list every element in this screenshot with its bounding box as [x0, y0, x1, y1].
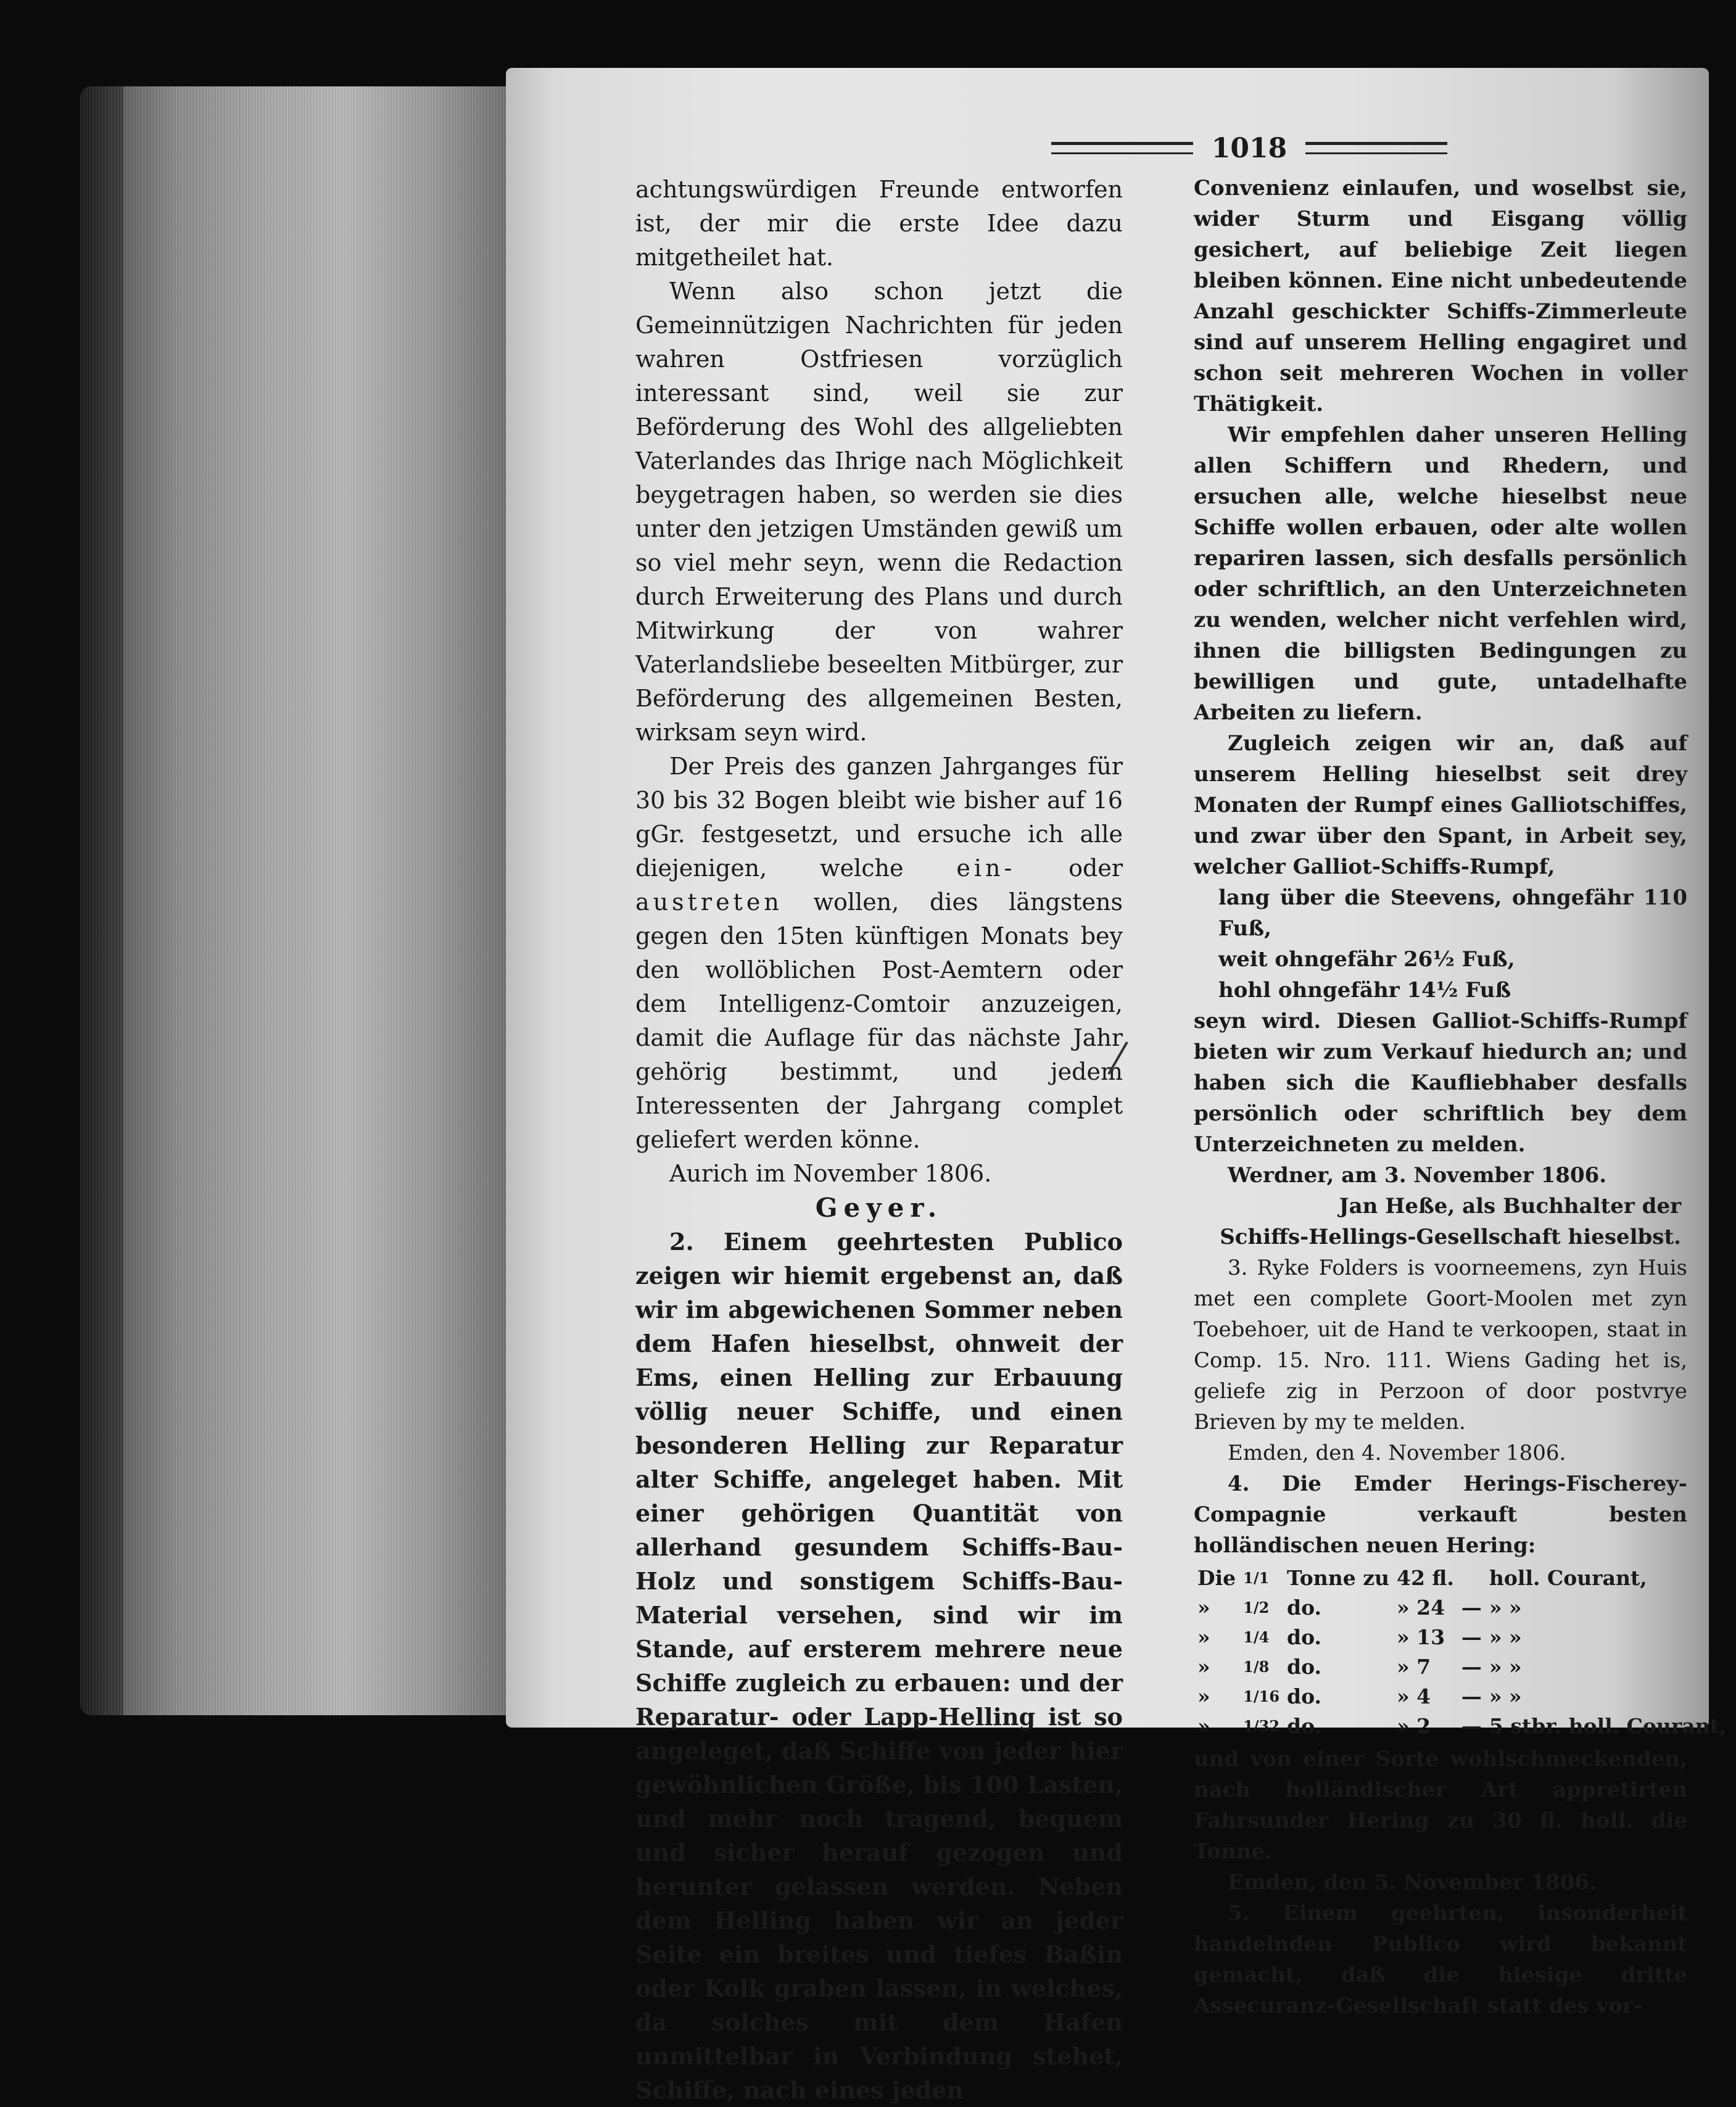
price-table: [1194, 1563, 1730, 1741]
price-cell-amount: » 24: [1397, 1596, 1445, 1620]
left-column: [635, 173, 1123, 2107]
notice-5: 5. Einem geehrten, insonderheit handelnden Publico wird bekannt gemacht, daß die hiesige dritte Assecuranz-Gesellschaft statt des vor-: [1194, 1901, 1687, 2018]
place-date: Werdner, am 3. November 1806.: [1228, 1163, 1607, 1188]
price-cell-lead: »: [1197, 1596, 1210, 1620]
price-row: [1194, 1563, 1730, 1593]
paragraph: Wir empfehlen daher unseren Helling allen Schiffern und Rhedern, und ersuchen alle, welche hieselbst neue Schiffe wollen erbauen, oder alte wollen repariren lassen, sich desfalls persönlich oder schriftlich, an den Unterzeichneten zu wenden, welcher nicht verfehlen wird, ihnen die billigsten Bedingungen zu bewilligen und gute, untadelhafte Arbeiten zu liefern.: [1194, 423, 1687, 725]
paragraph: Zugleich zeigen wir an, daß auf unserem Helling hieselbst seit drey Monaten der Rumpf eines Galliotschiffes, und zwar über den Spant, in Arbeit sey, welcher Galliot-Schiffs-Rumpf,: [1194, 731, 1687, 879]
price-cell-amount: 42 fl.: [1397, 1566, 1454, 1590]
paragraph: [635, 750, 1123, 1157]
dimension-line: hohl ohngefähr 14½ Fuß: [1218, 978, 1511, 1003]
book-page-edges: [80, 86, 524, 1715]
signature-line: Jan Heße, als Buchhalter der: [1339, 1194, 1681, 1219]
price-cell-lead: »: [1197, 1684, 1210, 1708]
running-head: [987, 133, 1511, 164]
price-cell-rest: holl. Courant,: [1489, 1566, 1647, 1590]
place-date: Emden, den 4. November 1806.: [1228, 1441, 1566, 1465]
price-cell-dash: —: [1461, 1625, 1482, 1649]
price-cell-lead: »: [1197, 1714, 1210, 1738]
emphasis-text: austreten: [635, 888, 783, 916]
price-cell-rest: » »: [1489, 1625, 1522, 1649]
price-cell-lead: »: [1197, 1625, 1210, 1649]
price-cell-rest: 5 stbr. holl. Courant,: [1489, 1714, 1727, 1738]
price-cell-rest: » »: [1489, 1596, 1522, 1620]
text-run: Der Preis des ganzen Jahrganges für 30 bis 32 Bogen bleibt wie bisher auf 16 gGr. festgesetzt, und ersuche ich alle diejenigen, welche: [635, 753, 1123, 882]
place-date: Aurich im November 1806.: [669, 1160, 992, 1187]
price-cell-frac: 1/2: [1243, 1599, 1270, 1616]
price-cell-amount: » 2: [1397, 1714, 1431, 1738]
price-cell-rest: » »: [1489, 1655, 1522, 1679]
paragraph: achtungswürdigen Freunde entworfen ist, der mir die erste Idee dazu mitgetheilet hat.: [635, 176, 1123, 271]
price-cell-unit: do.: [1287, 1655, 1322, 1679]
paragraph: und von einer Sorte wohlschmeckenden, nach holländischer Art appretirten Fahrsunder Hering zu 30 fl. holl. die Tonne.: [1194, 1747, 1687, 1864]
price-cell-lead: Die: [1197, 1566, 1236, 1590]
paragraph: seyn wird. Diesen Galliot-Schiffs-Rumpf bieten wir zum Verkauf hiedurch an; und haben sich die Kaufliebhaber desfalls persönlich oder schriftlich bey dem Unterzeichneten zu melden.: [1194, 1009, 1687, 1157]
price-cell-amount: » 13: [1397, 1625, 1445, 1649]
page-number: 1018: [1211, 132, 1288, 164]
price-cell-dash: [1458, 1563, 1486, 1593]
text-run: oder: [1068, 855, 1123, 882]
price-cell-dash: —: [1461, 1684, 1482, 1708]
header-rule-left: [1051, 142, 1193, 154]
price-cell-dash: —: [1461, 1596, 1482, 1620]
price-cell-frac: 1/16: [1243, 1687, 1280, 1705]
price-row: [1194, 1712, 1730, 1741]
paragraph: Convenienz einlaufen, und woselbst sie, wider Sturm und Eisgang völlig gesichert, auf beliebige Zeit liegen bleiben können. Eine nicht unbedeutende Anzahl geschickter Schiffs-Zimmerleute sind auf unserem Helling engagiret und schon seit mehreren Wochen in voller Thätigkeit.: [1194, 176, 1687, 416]
signature: Geyer.: [815, 1193, 943, 1223]
price-cell-frac: 1/8: [1243, 1658, 1270, 1676]
right-column: [1194, 173, 1727, 2021]
price-cell-unit: do.: [1287, 1684, 1322, 1708]
dimension-line: weit ohngefähr 26½ Fuß,: [1218, 947, 1515, 972]
paragraph: Wenn also schon jetzt die Gemeinnützigen Nachrichten für jeden wahren Ostfriesen vorzüglich interessant sind, weil sie zur Beförderung des Wohl des allgeliebten Vaterlandes das Ihrige nach Möglichkeit beygetragen haben, so werden sie dies unter den jetzigen Umständen gewiß um so viel mehr seyn, wenn die Redaction durch Erweiterung des Plans und durch Mitwirkung der von wahrer Vaterlandsliebe beseelten Mitbürger, zur Beförderung des allgemeinen Besten, wirksam seyn wird.: [635, 278, 1123, 746]
price-cell-amount: » 4: [1397, 1684, 1431, 1708]
price-cell-dash: —: [1461, 1714, 1482, 1738]
price-row: [1194, 1593, 1730, 1623]
price-cell-frac: 1/4: [1243, 1628, 1270, 1646]
dimension-line: lang über die Steevens, ohngefähr 110 Fuß,: [1218, 885, 1687, 941]
price-cell-frac: 1/1: [1243, 1569, 1270, 1587]
notice-4: 4. Die Emder Herings-Fischerey-Compagnie verkauft besten holländischen neuen Hering:: [1194, 1472, 1687, 1558]
header-rule-right: [1305, 142, 1447, 154]
price-cell-frac: 1/32: [1243, 1717, 1280, 1735]
price-cell-unit: do.: [1287, 1596, 1322, 1620]
place-date: Emden, den 5. November 1806.: [1228, 1870, 1597, 1895]
price-cell-unit: do.: [1287, 1714, 1322, 1738]
price-cell-amount: » 7: [1397, 1655, 1431, 1679]
price-cell-unit: do.: [1287, 1625, 1322, 1649]
signature-line: Schiffs-Hellings-Gesellschaft hieselbst.: [1220, 1225, 1681, 1249]
price-cell-unit: Tonne zu: [1287, 1566, 1390, 1590]
price-row: [1194, 1623, 1730, 1652]
price-row: [1194, 1682, 1730, 1712]
notice-3: 3. Ryke Folders is voorneemens, zyn Huis met een complete Goort-Moolen met zyn Toebehoer, uit de Hand te verkoopen, staat in Comp. 15. Nro. 111. Wiens Gading het is, geliefe zig in Perzoon of door postvrye Brieven by my te melden.: [1194, 1256, 1687, 1434]
price-cell-rest: » »: [1489, 1684, 1522, 1708]
price-row: [1194, 1652, 1730, 1682]
text-run: wollen, dies längstens gegen den 15ten künftigen Monats bey den wollöblichen Post-Aemtern oder dem Intelligenz-Comtoir anzuzeigen, damit die Auflage für das nächste Jahr gehörig bestimmt, und jedem Interessenten der Jahrgang complet geliefert werden könne.: [635, 888, 1123, 1153]
notice-2: 2. Einem geehrtesten Publico zeigen wir hiemit ergebenst an, daß wir im abgewichenen Sommer neben dem Hafen hieselbst, ohnweit der Ems, einen Helling zur Erbauung völlig neuer Schiffe, und einen besonderen Helling zur Reparatur alter Schiffe, angeleget haben. Mit einer gehörigen Quantität von allerhand gesundem Schiffs-Bau-Holz und sonstigem Schiffs-Bau-Material versehen, sind wir im Stande, auf ersterem mehrere neue Schiffe zugleich zu erbauen: und der Reparatur- oder Lapp-Helling ist so angeleget, daß Schiffe von jeder hier gewöhnlichen Größe, bis 100 Lasten, und mehr noch tragend, bequem und sicher herauf gezogen und herunter gelassen werden. Neben dem Helling haben wir an jeder Seite ein breites und tiefes Baßin oder Kolk graben lassen, in welches, da solches mit dem Hafen unmittelbar in Verbindung stehet, Schiffe, nach eines jeden: [635, 1228, 1123, 2104]
emphasis-text: ein-: [956, 855, 1016, 882]
price-cell-lead: »: [1197, 1655, 1210, 1679]
book-page: [506, 68, 1727, 2104]
price-cell-dash: —: [1461, 1655, 1482, 1679]
